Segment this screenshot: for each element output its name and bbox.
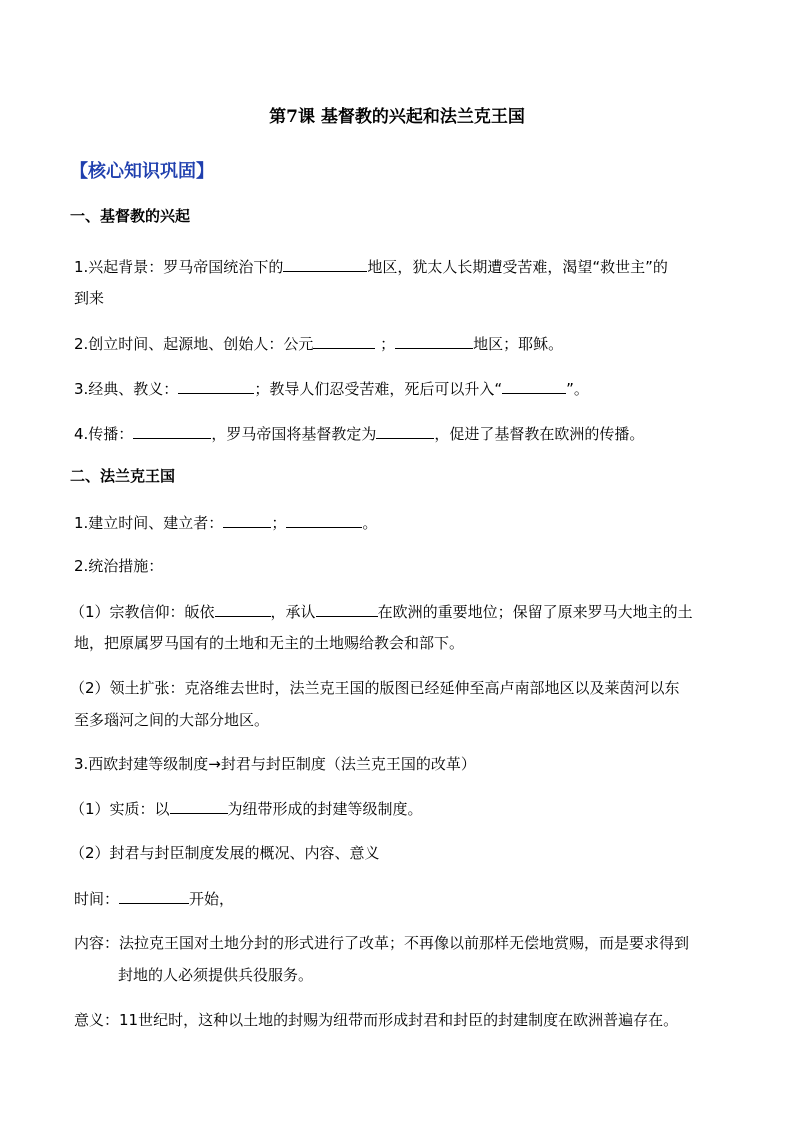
text: 为纽带形成的封建等级制度。 xyxy=(227,800,423,818)
fill-blank[interactable] xyxy=(119,888,189,904)
fill-blank[interactable] xyxy=(283,256,367,272)
s2-sub4: （2）封君与封臣制度发展的概况、内容、意义 xyxy=(70,844,380,862)
s2-sub1-line2: 地，把原属罗马国有的土地和无主的土地赐给教会和部下。 xyxy=(74,634,465,652)
s2-meaning: 意义：11世纪时，这种以土地的封赐为纽带而形成封君和封臣的封建制度在欧洲普遍存在。 xyxy=(74,1011,679,1029)
s2-item2: 2.统治措施： xyxy=(74,557,164,575)
text: ，承认 xyxy=(270,603,316,621)
text: 1.兴起背景：罗马帝国统治下的 xyxy=(74,258,284,276)
text: ，罗马帝国将基督教定为 xyxy=(211,425,377,443)
fill-blank[interactable] xyxy=(178,378,254,394)
fill-blank[interactable] xyxy=(316,601,378,617)
text: ； xyxy=(271,514,287,532)
page-title: 第7课 基督教的兴起和法兰克王国 xyxy=(269,107,525,127)
fill-blank[interactable] xyxy=(215,601,271,617)
fill-blank[interactable] xyxy=(170,798,228,814)
text: （1）宗教信仰：皈依 xyxy=(70,603,215,621)
s2-item1 xyxy=(74,512,377,533)
core-knowledge-heading: 【核心知识巩固】 xyxy=(70,161,214,182)
text: 1.建立时间、建立者： xyxy=(74,514,224,532)
s2-item3: 3.西欧封建等级制度→封君与封臣制度（法兰克王国的改革） xyxy=(74,755,476,773)
s1-item1-line2: 到来 xyxy=(74,289,105,307)
s1-item1-line1 xyxy=(74,256,668,277)
section1-heading: 一、基督教的兴起 xyxy=(70,207,191,225)
s2-time xyxy=(74,888,234,909)
s2-sub2-line2: 至多瑙河之间的大部分地区。 xyxy=(74,711,270,729)
text: 地区，犹太人长期遭受苦难，渴望“救世主”的 xyxy=(367,258,668,276)
text: ”。 xyxy=(566,380,589,398)
text: 时间： xyxy=(74,890,120,908)
fill-blank[interactable] xyxy=(223,512,271,528)
text: ；教导人们忍受苦难，死后可以升入“ xyxy=(254,380,503,398)
text: 4.传播： xyxy=(74,425,134,443)
s2-sub2-line1: （2）领土扩张：克洛维去世时，法兰克王国的版图已经延伸至高卢南部地区以及莱茵河以东 xyxy=(70,679,680,697)
text: 开始， xyxy=(189,890,235,908)
text: 2.创立时间、起源地、创始人：公元 xyxy=(74,335,314,353)
fill-blank[interactable] xyxy=(376,423,434,439)
s2-sub3 xyxy=(70,798,423,819)
s1-item3 xyxy=(74,378,589,399)
fill-blank[interactable] xyxy=(502,378,566,394)
fill-blank[interactable] xyxy=(133,423,211,439)
fill-blank[interactable] xyxy=(395,333,473,349)
text: 在欧洲的重要地位；保留了原来罗马大地主的土 xyxy=(377,603,693,621)
s1-item2 xyxy=(74,333,563,354)
fill-blank[interactable] xyxy=(313,333,375,349)
text: ； xyxy=(380,335,396,353)
fill-blank[interactable] xyxy=(286,512,362,528)
section2-heading: 二、法兰克王国 xyxy=(70,467,176,485)
text: 。 xyxy=(362,514,378,532)
text: ，促进了基督教在欧洲的传播。 xyxy=(434,425,645,443)
s2-content-line2: 封地的人必须提供兵役服务。 xyxy=(118,966,314,984)
s2-sub1-line1 xyxy=(70,601,693,622)
s2-content-line1: 内容：法拉克王国对土地分封的形式进行了改革；不再像以前那样无偿地赏赐，而是要求得到 xyxy=(74,934,690,952)
text: 地区；耶稣。 xyxy=(473,335,564,353)
text: （1）实质：以 xyxy=(70,800,170,818)
s1-item4 xyxy=(74,423,644,444)
text: 3.经典、教义： xyxy=(74,380,179,398)
